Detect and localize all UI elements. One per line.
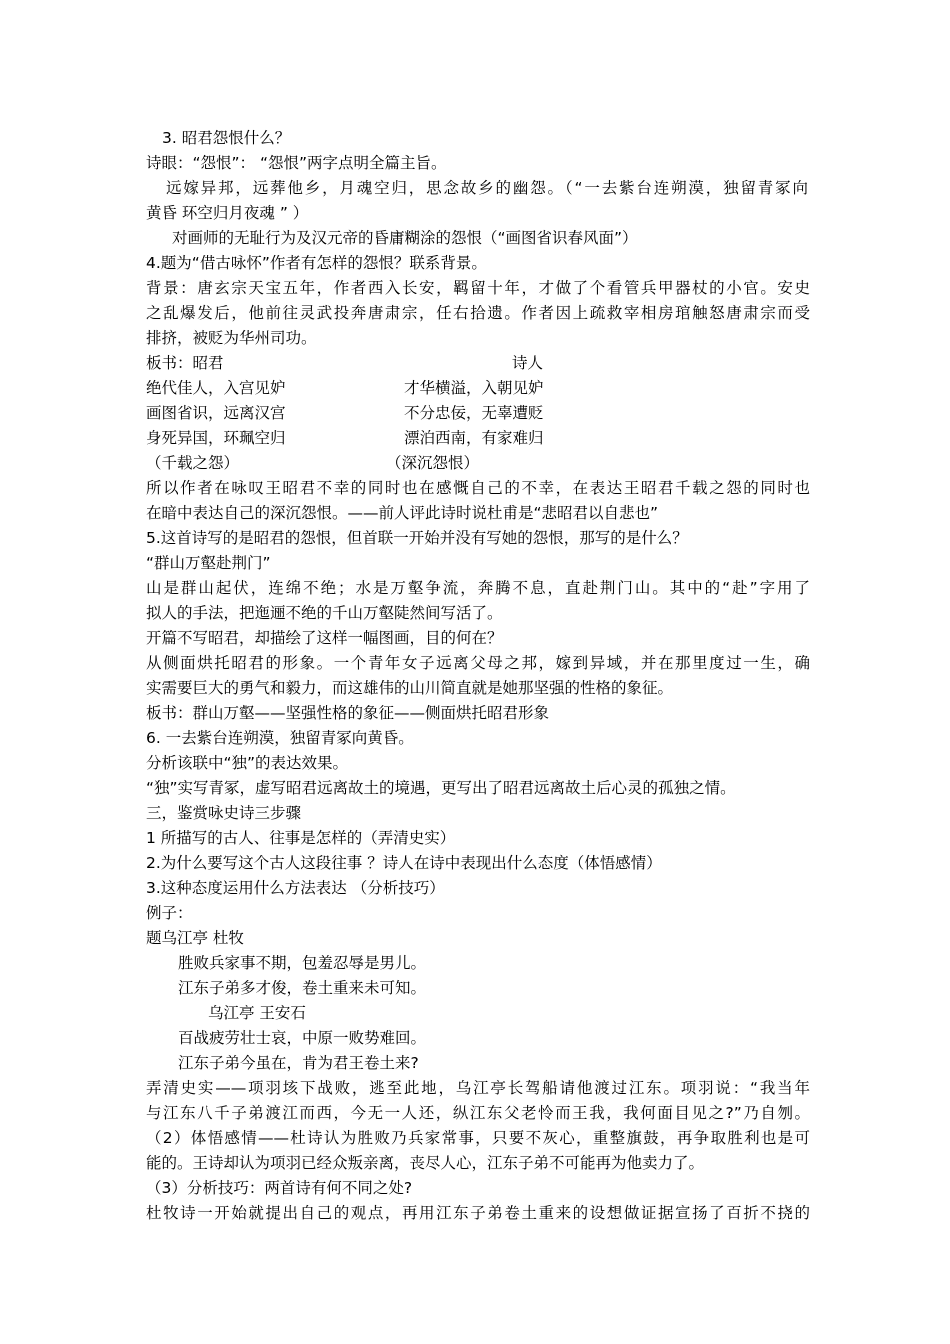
text-line: （2）体悟感情——杜诗认为胜败乃兵家常事，只要不灰心，重整旗鼓，再争取胜利也是可 bbox=[146, 1129, 810, 1147]
poem-line: 胜败兵家事不期，包羞忍辱是男儿。 bbox=[178, 954, 427, 972]
board-cell: 身死异国，环珮空归 bbox=[146, 429, 286, 447]
text-line: 在暗中表达自己的深沉怨恨。——前人评此诗时说杜甫是“悲昭君以自悲也” bbox=[146, 504, 659, 522]
text-line: 开篇不写昭君，却描绘了这样一幅图画，目的何在？ bbox=[146, 629, 503, 647]
text-line: 杜牧诗一开始就提出自己的观点，再用江东子弟卷土重来的设想做证据宣扬了百折不挠的 bbox=[146, 1204, 810, 1222]
text-line: 所以作者在咏叹王昭君不幸的同时也在感慨自己的不幸，在表达王昭君千载之怨的同时也 bbox=[146, 479, 810, 497]
text-line: 拟人的手法，把迤逦不绝的千山万壑陡然间写活了。 bbox=[146, 604, 503, 622]
text-line: 6. 一去紫台连朔漠，独留青冢向黄昏。 bbox=[146, 729, 414, 747]
section-heading: 三，鉴赏咏史诗三步骤 bbox=[146, 804, 302, 822]
board-heading-zhaojun: 板书：昭君 bbox=[146, 354, 224, 372]
board-heading-poet: 诗人 bbox=[512, 354, 544, 372]
text-line: 实需要巨大的勇气和毅力，而这雄伟的山川简直就是她那坚强的性格的象征。 bbox=[146, 679, 674, 697]
text-line: 对画师的无耻行为及汉元帝的昏庸糊涂的怨恨（“画图省识春风面”） bbox=[172, 229, 638, 247]
board-cell: 画图省识，远离汉宫 bbox=[146, 404, 286, 422]
board-cell: 绝代佳人，入宫见妒 bbox=[146, 379, 286, 397]
text-line: 与江东八千子弟渡江而西，今无一人还，纵江东父老怜而王我，我何面目见之?”乃自刎。 bbox=[146, 1104, 810, 1122]
text-line: 5.这首诗写的是昭君的怨恨，但首联一开始并没有写她的怨恨，那写的是什么？ bbox=[146, 529, 688, 547]
text-line: 弄清史实——项羽垓下战败，逃至此地，乌江亭长驾船请他渡过江东。项羽说：“我当年 bbox=[146, 1079, 810, 1097]
text-line: 之乱爆发后，他前往灵武投奔唐肃宗，任右拾遗。作者因上疏救宰相房琯触怒唐肃宗而受 bbox=[146, 304, 810, 322]
text-line: 远嫁异邦，远葬他乡，月魂空归，思念故乡的幽怨。（“一去紫台连朔漠，独留青冢向 bbox=[166, 179, 808, 197]
board-cell: （千载之怨） bbox=[146, 454, 240, 472]
text-line: 3.这种态度运用什么方法表达 （分析技巧） bbox=[146, 879, 445, 897]
text-line: 4.题为“借古咏怀”作者有怎样的怨恨？联系背景。 bbox=[146, 254, 487, 272]
text-line: 能的。王诗却认为项羽已经众叛亲离，丧尽人心，江东子弟不可能再为他卖力了。 bbox=[146, 1154, 705, 1172]
text-line: 例子： bbox=[146, 904, 193, 922]
board-cell: 不分忠佞，无辜遭贬 bbox=[404, 404, 544, 422]
text-line: “独”实写青冢，虚写昭君远离故土的境遇，更写出了昭君远离故土后心灵的孤独之情。 bbox=[146, 779, 736, 797]
text-line: （3）分析技巧：两首诗有何不同之处? bbox=[146, 1179, 413, 1197]
poem-title: 乌江亭 王安石 bbox=[208, 1004, 306, 1022]
text-line: 板书：群山万壑——坚强性格的象征——侧面烘托昭君形象 bbox=[146, 704, 550, 722]
text-line: 黄昏 环空归月夜魂 ” ） bbox=[146, 204, 309, 222]
text-line: 诗眼：“怨恨”： “怨恨”两字点明全篇主旨。 bbox=[146, 154, 447, 172]
text-line: 从侧面烘托昭君的形象。一个青年女子远离父母之邦，嫁到异域，并在那里度过一生，确 bbox=[146, 654, 810, 672]
board-cell: 才华横溢，入朝见妒 bbox=[404, 379, 544, 397]
text-line: 排挤，被贬为华州司功。 bbox=[146, 329, 317, 347]
poem-line: 百战疲劳壮士哀，中原一败势难回。 bbox=[178, 1029, 427, 1047]
text-line: 2.为什么要写这个古人这段往事 ？诗人在诗中表现出什么态度（体悟感情） bbox=[146, 854, 662, 872]
poem-line: 江东子弟今虽在，肯为君王卷土来? bbox=[178, 1054, 419, 1072]
text-line: 分析该联中“独”的表达效果。 bbox=[146, 754, 349, 772]
board-cell: 漂泊西南，有家难归 bbox=[404, 429, 544, 447]
text-line: “群山万壑赴荆门” bbox=[146, 554, 271, 572]
text-line: 背景：唐玄宗天宝五年，作者西入长安，羁留十年，才做了个看管兵甲器杖的小官。安史 bbox=[146, 279, 810, 297]
board-cell: （深沉怨恨） bbox=[386, 454, 480, 472]
text-line: 1 所描写的古人、往事是怎样的（弄清史实） bbox=[146, 829, 456, 847]
poem-line: 江东子弟多才俊，卷土重来未可知。 bbox=[178, 979, 427, 997]
text-line: 山是群山起伏，连绵不绝；水是万壑争流，奔腾不息，直赴荆门山。其中的“赴”字用了 bbox=[146, 579, 810, 597]
poem-title: 题乌江亭 杜牧 bbox=[146, 929, 244, 947]
text-line: 3. 昭君怨恨什么？ bbox=[162, 129, 291, 147]
